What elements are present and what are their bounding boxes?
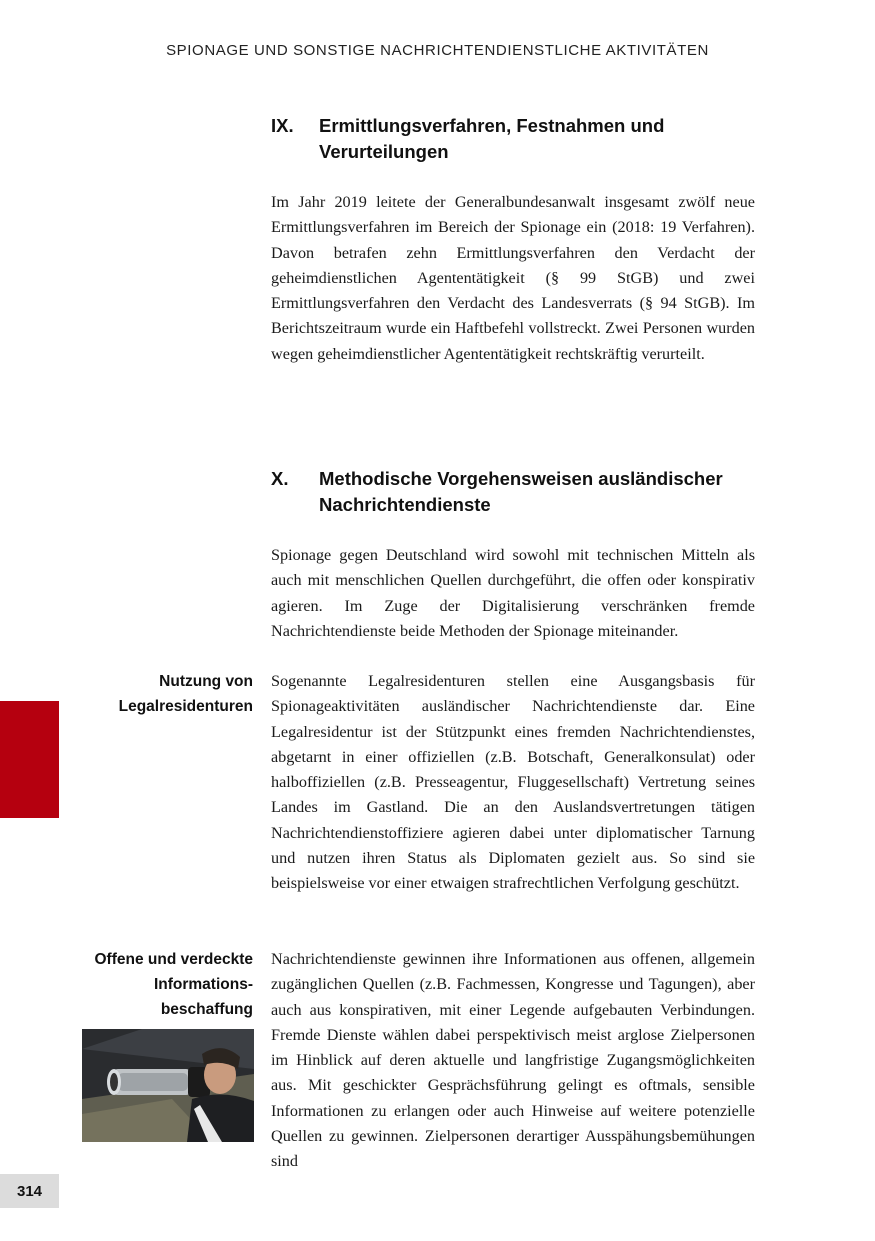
section-x-heading <box>271 466 755 518</box>
sidenote-line: Nutzung von <box>159 673 253 690</box>
sidenote-informationsbeschaffung <box>63 947 253 1022</box>
chapter-marker-tab <box>0 701 59 818</box>
section-x-intro: Spionage gegen Deutschland wird sowohl mit technischen Mitteln als auch mit menschlichen Quellen durchgeführt, die offen oder konspirativ agieren. Im Zuge der Digitalisierung verschränken fremde Nachrichtendienste beide Methoden der Spionage miteinander. <box>271 546 755 640</box>
sidenote-legalresidenturen <box>63 669 253 719</box>
section-x-number: X. <box>271 468 289 489</box>
section-ix-paragraph: Im Jahr 2019 leitete der Generalbundesanwalt insgesamt zwölf neue Ermittlungsverfahren im Bereich der Spionage ein (2018: 19 Verfahren). Davon betrafen zehn Ermittlungsverfahren den Verdacht der geheimdienstlichen Agententätigkeit (§ 99 StGB) und zwei Ermittlungsverfahren den Verdacht des Landesverrats (§ 94 StGB). Im Berichtszeitraum wurde ein Haftbefehl vollstreckt. Zwei Personen wurden wegen geheimdienstlicher Agententätigkeit rechtskräftig verurteilt. <box>271 193 755 363</box>
sidenote-line: beschaffung <box>160 1001 253 1018</box>
sidenote-line: Offene und verdeckte <box>94 951 253 968</box>
sidenote-line: Informations- <box>153 976 253 993</box>
section-x-title: Methodische Vorgehensweisen ausländischer Nachrichtendienste <box>319 468 723 515</box>
section-ix-title: Ermittlungsverfahren, Festnahmen und Verurteilungen <box>319 115 665 162</box>
informationsbeschaffung-paragraph: Nachrichtendienste gewinnen ihre Informationen aus offenen, allgemein zugänglichen Quellen (z.B. Fachmessen, Kongresse und Tagungen), aber auch aus konspirativen, mit einer Legende aufgebauten Verbindungen. Fremde Dienste wählen dabei perspektivisch meist arglose Zielpersonen im Hinblick auf deren aktuelle und langfristige Zugangsmöglichkeiten aus. Mit geschickter Gesprächsführung gelingt es oftmals, sensible Informationen zu erlangen oder auch Hinweise auf weitere potenzielle Quellen zu gewinnen. Zielpersonen derartiger Ausspähungsbemühungen sind <box>271 950 755 1171</box>
section-ix-heading <box>271 113 755 165</box>
running-head: SPIONAGE UND SONSTIGE NACHRICHTENDIENSTLICHE AKTIVITÄTEN <box>166 42 709 59</box>
surveillance-photo <box>82 1029 254 1142</box>
section-ix-number: IX. <box>271 115 294 136</box>
sidenote-line: Legalresidenturen <box>118 698 253 715</box>
page-number: 314 <box>0 1174 59 1208</box>
legalresidenturen-paragraph: Sogenannte Legalresidenturen stellen eine Ausgangsbasis für Spionageaktivitäten ausländischer Nachrichtendienste dar. Eine Legalresidentur ist der Stützpunkt eines fremden Nachrichtendienstes, abgetarnt in einer offiziellen (z.B. Botschaft, Generalkonsulat) oder halboffiziellen (z.B. Presseagentur, Fluggesellschaft) Vertretung seines Landes im Gastland. Die an den Auslandsvertretungen tätigen Nachrichtendienstoffiziere agieren dabei unter diplomatischer Tarnung und nutzen ihren Status als Diplomaten gezielt aus. So sind sie beispielsweise vor einer etwaigen strafrechtlichen Verfolgung geschützt. <box>271 672 755 893</box>
camera-photographer-illustration <box>82 1029 254 1142</box>
